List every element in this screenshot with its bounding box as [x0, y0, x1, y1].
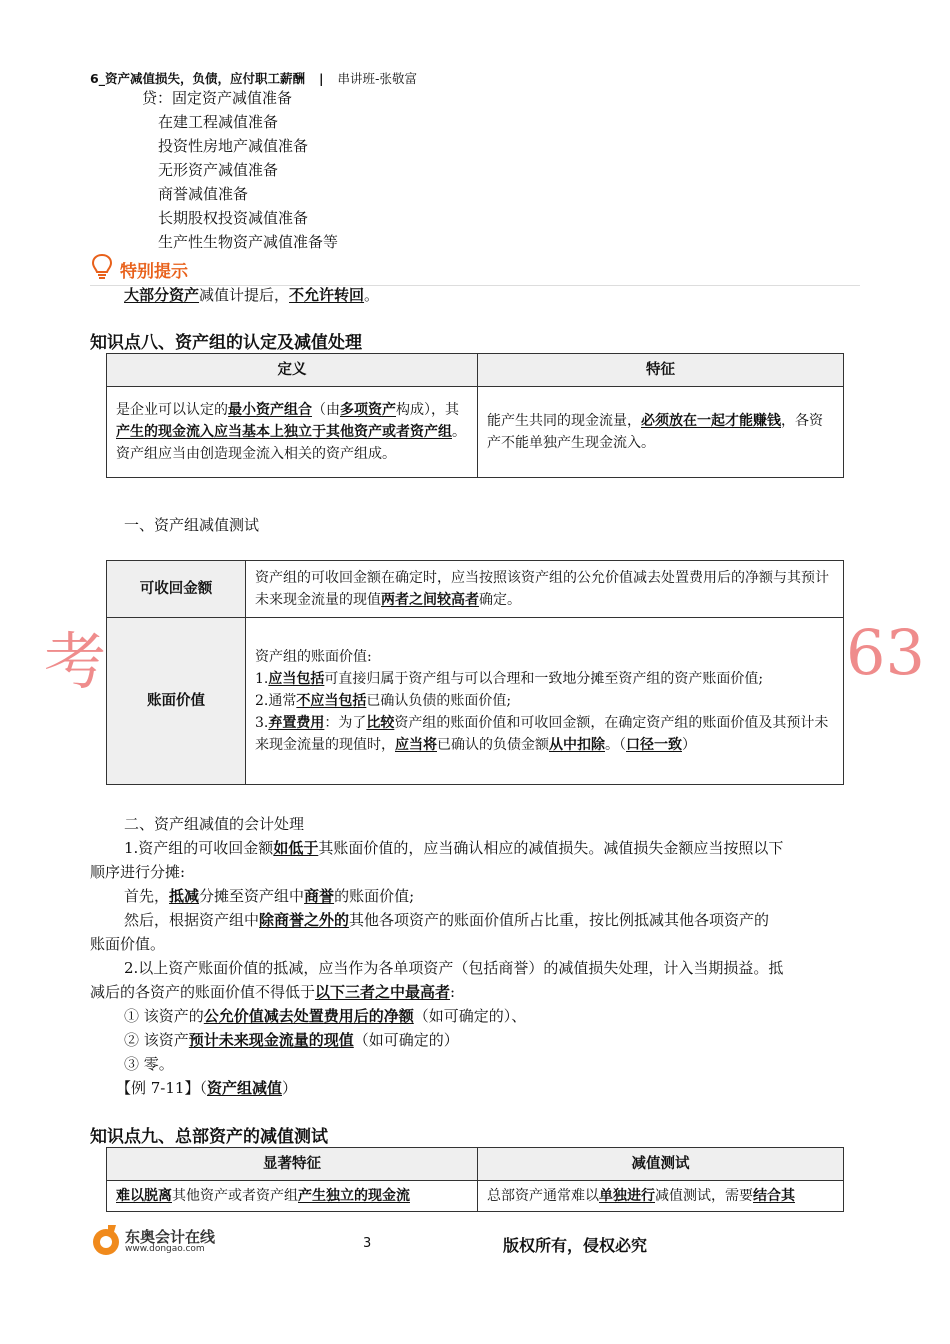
p-text: ① 该资产的: [124, 1007, 204, 1025]
kp9-text: 减值测试，需要: [655, 1188, 753, 1204]
bv-emph: 应当将: [395, 737, 437, 753]
rec-emph: 两者之间较高者: [381, 592, 479, 608]
p-emph: 除商誉之外的: [259, 911, 350, 929]
logo-icon: [90, 1223, 122, 1257]
tip-span: 。: [364, 286, 380, 304]
bv-text: 。（: [605, 737, 626, 753]
header-title: 6_资产减值损失，负债，应付职工薪酬: [90, 71, 305, 86]
tip-emph: 不允许转回: [289, 286, 365, 304]
bv-text: 可直接归属于资产组与可以合理和一致地分摊至资产组的资产账面价值;: [324, 671, 764, 687]
bv-text: 已确认的负债金额: [437, 737, 549, 753]
def-emph: 产生的现金流入应当基本上独立于其他资产或者资产组: [116, 424, 452, 440]
p-text: 然后，根据资产组中: [124, 911, 260, 929]
p-text: 首先，: [124, 887, 170, 905]
p-emph: 如低于: [273, 839, 319, 857]
p-text: （如可确定的）: [353, 1031, 459, 1049]
tip-span: 减值计提后，: [199, 286, 290, 304]
book-value-cell: [246, 618, 844, 785]
p-text: 的账面价值;: [334, 887, 415, 905]
p-emph: 商誉: [304, 887, 335, 905]
bv-text: ）: [682, 737, 696, 753]
kp8-table: [106, 353, 844, 478]
kp8-col-def: 定义: [107, 354, 478, 387]
sec2-p3-cont: 账面价值。: [90, 935, 166, 953]
book-value-label: 账面价值: [107, 618, 246, 785]
bv-text: 3.: [255, 715, 269, 731]
p-text: 其他各项资产的账面价值所占比重，按比例抵减其他各项资产的: [349, 911, 770, 929]
rec-text: 确定。: [479, 592, 521, 608]
bv-emph: 比较: [366, 715, 395, 731]
p-emph: 预计未来现金流量的现值: [188, 1031, 354, 1049]
bv-emph: 口径一致: [626, 737, 682, 753]
bv-text: 已确认负债的账面价值;: [366, 693, 512, 709]
sec2-p4-cont: [90, 980, 455, 1004]
dongao-logo: [90, 1223, 230, 1259]
kp9-emph: 单独进行: [599, 1188, 655, 1204]
p-emph: 公允价值减去处置费用后的净额: [203, 1007, 414, 1025]
p-emph: 以下三者之中最高者: [315, 983, 451, 1001]
def-emph: 多项资产: [340, 402, 396, 418]
def-text: 构成），其: [396, 402, 459, 418]
credit-line: 无形资产减值准备: [158, 161, 279, 179]
kp9-feature-cell: [107, 1181, 478, 1212]
sec2-list-2: [124, 1028, 459, 1052]
p-emph: 抵减: [169, 887, 200, 905]
bv-text: 2.通常: [255, 693, 297, 709]
tip-text: [124, 283, 379, 307]
tip-emph: 大部分资产: [124, 286, 200, 304]
page-header: [90, 69, 417, 87]
bv-emph: 从中扣除: [549, 737, 605, 753]
kp9-col-test: 减值测试: [478, 1148, 844, 1181]
header-subtitle: 串讲班-张敬富: [337, 71, 418, 86]
credit-line: 商誉减值准备: [158, 185, 249, 203]
bv-emph: 不应当包括: [296, 693, 367, 709]
bv-text: 1.: [255, 671, 269, 687]
copyright: 版权所有，侵权必究: [503, 1236, 648, 1255]
feat-emph: 必须放在一起才能赚钱: [641, 413, 781, 429]
sec2-heading: 二、资产组减值的会计处理: [124, 815, 305, 833]
p-emph: 资产组减值: [206, 1079, 282, 1097]
sec2-p2: [124, 884, 414, 908]
logo-name: 东奥会计在线: [125, 1228, 216, 1246]
p-text: ）: [281, 1079, 297, 1097]
sec2-p4: 2.以上资产账面价值的抵减，应当作为各单项资产（包括商誉）的减值损失处理，计入当期损益。抵: [124, 959, 784, 977]
def-emph: 最小资产组合: [228, 402, 312, 418]
kp9-text: 其他资产或者资产组: [172, 1188, 298, 1204]
def-text: 。资产组应当由创造现金流入相关的资产组成。: [116, 424, 466, 462]
p-text: 减后的各资产的账面价值不得低于: [90, 983, 316, 1001]
kp9-emph: 难以脱离: [116, 1188, 172, 1204]
sec1-heading: 一、资产组减值测试: [124, 516, 260, 534]
sec2-p1-cont: 顺序进行分摊:: [90, 863, 186, 881]
example-ref: [116, 1076, 297, 1100]
tip-title: 特别提示: [120, 262, 188, 282]
sec2-p3: [124, 908, 769, 932]
bv-item-3: [255, 712, 834, 756]
p-text: ② 该资产: [124, 1031, 189, 1049]
credit-line: 投资性房地产减值准备: [158, 137, 309, 155]
bv-emph: 应当包括: [268, 671, 325, 687]
p-text: （如可确定的）、: [413, 1007, 527, 1025]
rec-text: 资产组的可收回金额在确定时，应当按照该资产组的公允价值减去处置费用后的净额与其预计未来现金流量的现值: [255, 570, 829, 608]
watermark-right: 63: [846, 616, 925, 689]
sec1-table: [106, 560, 844, 785]
p-text: 1.资产组的可收回金额: [124, 839, 274, 857]
feat-text: ，各资产不能单独产生现金流入。: [487, 413, 823, 451]
bv-item-2: [255, 690, 834, 712]
lightbulb-icon: [90, 253, 114, 281]
kp9-heading: 知识点九、总部资产的减值测试: [90, 1127, 328, 1147]
recoverable-cell: [246, 561, 844, 618]
def-text: 是企业可以认定的: [116, 402, 228, 418]
kp9-emph: 产生独立的现金流: [298, 1188, 410, 1204]
logo-url: www.dongao.com: [125, 1244, 205, 1254]
recoverable-label: 可收回金额: [107, 561, 246, 618]
bv-text: 资产组的账面价值和可收回金额，在确定资产组的账面价值及其预计未来现金流量的现值时，: [255, 715, 829, 753]
feat-text: 能产生共同的现金流量，: [487, 413, 641, 429]
kp8-heading: 知识点八、资产组的认定及减值处理: [90, 333, 362, 353]
credit-line: 贷：固定资产减值准备: [142, 89, 293, 107]
sec2-list-1: [124, 1004, 526, 1028]
bv-item-1: [255, 668, 834, 690]
bv-emph: 弃置费用: [268, 715, 325, 731]
def-text: （由: [312, 402, 340, 418]
sec2-list-3: ③ 零。: [124, 1055, 174, 1073]
sec2-p1: [124, 836, 783, 860]
kp9-col-feature: 显著特征: [107, 1148, 478, 1181]
kp9-emph: 结合其: [753, 1188, 795, 1204]
kp9-text: 总部资产通常难以: [487, 1188, 599, 1204]
p-text: :: [450, 983, 456, 1001]
bv-text: ：为了: [324, 715, 367, 731]
credit-line: 长期股权投资减值准备: [158, 209, 309, 227]
page-number: 3: [363, 1236, 372, 1251]
credit-line: 生产性生物资产减值准备等: [158, 233, 339, 251]
kp9-table: [106, 1147, 844, 1212]
kp8-col-feat: 特征: [478, 354, 844, 387]
p-text: 【例 7-11】（: [116, 1079, 207, 1097]
p-text: 其账面价值的，应当确认相应的减值损失。减值损失金额应当按照以下: [318, 839, 784, 857]
kp8-def-cell: [107, 387, 478, 478]
special-tip: [90, 253, 860, 286]
watermark-left: 考: [44, 625, 107, 698]
credit-line: 在建工程减值准备: [158, 113, 279, 131]
bv-intro: 资产组的账面价值:: [255, 649, 372, 665]
kp9-test-cell: [478, 1181, 844, 1212]
p-text: 分摊至资产组中: [199, 887, 305, 905]
kp8-feat-cell: [478, 387, 844, 478]
header-separator: |: [318, 71, 324, 86]
